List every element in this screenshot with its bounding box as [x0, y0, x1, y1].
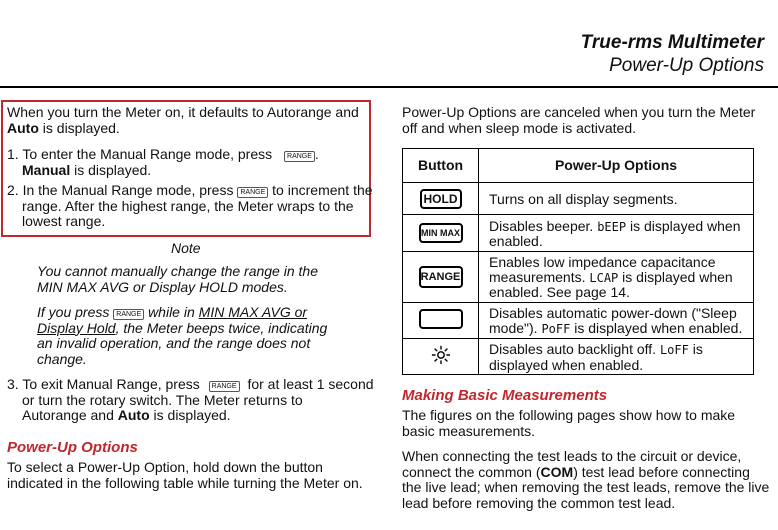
step-2-text: 2. In the Manual Range mode, press	[7, 182, 234, 198]
header-rule	[0, 86, 778, 88]
table-row	[403, 215, 754, 252]
step-1-period: .	[314, 146, 319, 162]
step-3-text-5: is displayed.	[149, 407, 231, 423]
display-hold-reference: Display Hold	[37, 319, 116, 336]
column-header-options: Power-Up Options	[479, 149, 754, 183]
option-text: Disables automatic power-down ("Sleep	[489, 305, 737, 321]
option-text: Turns on all display segments.	[489, 190, 678, 207]
table-row	[403, 252, 754, 303]
hold-button-icon: HOLD	[420, 189, 462, 209]
right-intro-line-1: Power-Up Options are canceled when you turn the Meter	[402, 104, 756, 120]
section-heading-power-up: Power-Up Options	[7, 439, 138, 456]
measurements-line-2: basic measurements.	[402, 422, 536, 439]
note-2-text-2: while in	[148, 304, 195, 320]
step-2-text-4: lowest range.	[22, 213, 106, 229]
step-1	[7, 147, 319, 178]
right-intro-line-2: off and when sleep mode is activated.	[402, 119, 637, 136]
intro-line-2: is displayed.	[38, 119, 120, 136]
option-text: measurements.	[489, 268, 590, 285]
auto-term: Auto	[117, 407, 150, 423]
display-segment-text: LoFF	[659, 343, 689, 357]
min-max-button-icon: MIN MAX	[419, 223, 463, 243]
measurements-line-7: lead before removing the common test lead.	[402, 494, 676, 511]
option-text: is displayed when	[618, 268, 733, 285]
step-3-text: 3. To exit Manual Range, press	[7, 376, 200, 392]
measurements-line-6: the live lead; when removing the test leads, remove the live	[402, 479, 770, 495]
option-text: is	[688, 341, 703, 357]
range-key-icon: RANGE	[237, 187, 268, 198]
option-text: enabled.	[489, 233, 543, 249]
note-2-text-4: an invalid operation, and the range does not	[37, 335, 311, 351]
intro-paragraph	[7, 105, 359, 136]
page-title: True-rms Multimeter	[580, 32, 764, 53]
display-segment-text: LCAP	[589, 270, 619, 285]
note-title: Note	[171, 240, 201, 256]
note-2-text-5: change.	[37, 350, 87, 367]
step-3	[7, 377, 374, 424]
right-intro	[402, 105, 755, 136]
min-max-avg-reference: MIN MAX AVG or	[198, 304, 308, 320]
page-subtitle: Power-Up Options	[609, 55, 764, 76]
section-heading-basic-measurements: Making Basic Measurements	[402, 387, 608, 404]
range-key-icon: RANGE	[209, 381, 240, 392]
table-row	[403, 303, 754, 339]
step-3-text-2: for at least 1 second	[247, 376, 374, 392]
com-term: COM	[540, 463, 574, 480]
power-up-line-1: To select a Power-Up Option, hold down the button	[7, 459, 323, 475]
measurements-line-1: The figures on the following pages show how to make	[402, 407, 736, 423]
measurements-paragraph-1	[402, 408, 735, 439]
option-text: is displayed when enabled.	[570, 319, 743, 336]
intro-line-1: When you turn the Meter on, it defaults to Autorange and	[7, 104, 359, 120]
range-button-icon: RANGE	[419, 266, 463, 288]
backlight-button-icon	[430, 345, 452, 365]
measurements-line-4: connect the common (	[402, 463, 541, 480]
step-2-text-3: range. After the highest range, the Meter wraps to the	[22, 197, 354, 214]
option-text: mode").	[489, 319, 542, 336]
display-segment-text: PoFF	[541, 321, 571, 336]
note-1	[37, 264, 318, 295]
range-key-icon: RANGE	[284, 151, 315, 162]
step-3-text-4: Autorange and	[22, 407, 118, 423]
power-up-paragraph	[7, 460, 363, 491]
step-1-text-2: is displayed.	[70, 161, 152, 178]
table-row	[403, 183, 754, 215]
measurements-line-3: When connecting the test leads to the circuit or device,	[402, 448, 742, 464]
note-2-text-3: , the Meter beeps twice, indicating	[115, 319, 328, 336]
blank-button-icon	[419, 309, 463, 329]
option-text: Disables auto backlight off.	[489, 341, 660, 357]
step-2-text-2: to increment the	[272, 182, 373, 198]
note-2	[37, 305, 327, 367]
table-row	[403, 339, 754, 375]
step-3-text-3: or turn the rotary switch. The Meter returns to	[22, 391, 303, 408]
sun-icon	[431, 345, 451, 365]
note-2-text: If you press	[37, 304, 110, 320]
display-segment-text: bEEP	[597, 219, 627, 234]
table-header-row	[403, 149, 754, 183]
note-1-line-1: You cannot manually change the range in the	[37, 263, 318, 279]
auto-term: Auto	[7, 119, 39, 136]
option-text: is displayed when	[626, 217, 741, 234]
note-1-line-2: MIN MAX AVG or Display HOLD modes.	[37, 278, 288, 295]
power-up-options-table	[402, 148, 754, 375]
option-text: Disables beeper.	[489, 217, 598, 234]
column-header-button: Button	[403, 149, 479, 183]
step-1-text: 1. To enter the Manual Range mode, press	[7, 146, 273, 162]
step-2	[7, 183, 373, 230]
manual-term: Manual	[22, 161, 71, 178]
power-up-line-2: indicated in the following table while turning the Meter on.	[7, 474, 363, 491]
range-key-icon: RANGE	[113, 309, 144, 320]
measurements-paragraph-2	[402, 449, 769, 511]
option-text: displayed when enabled.	[489, 356, 644, 373]
option-text: Enables low impedance capacitance	[489, 254, 716, 271]
measurements-line-5: ) test lead before connecting	[573, 463, 750, 480]
option-text: enabled. See page 14.	[489, 284, 630, 301]
